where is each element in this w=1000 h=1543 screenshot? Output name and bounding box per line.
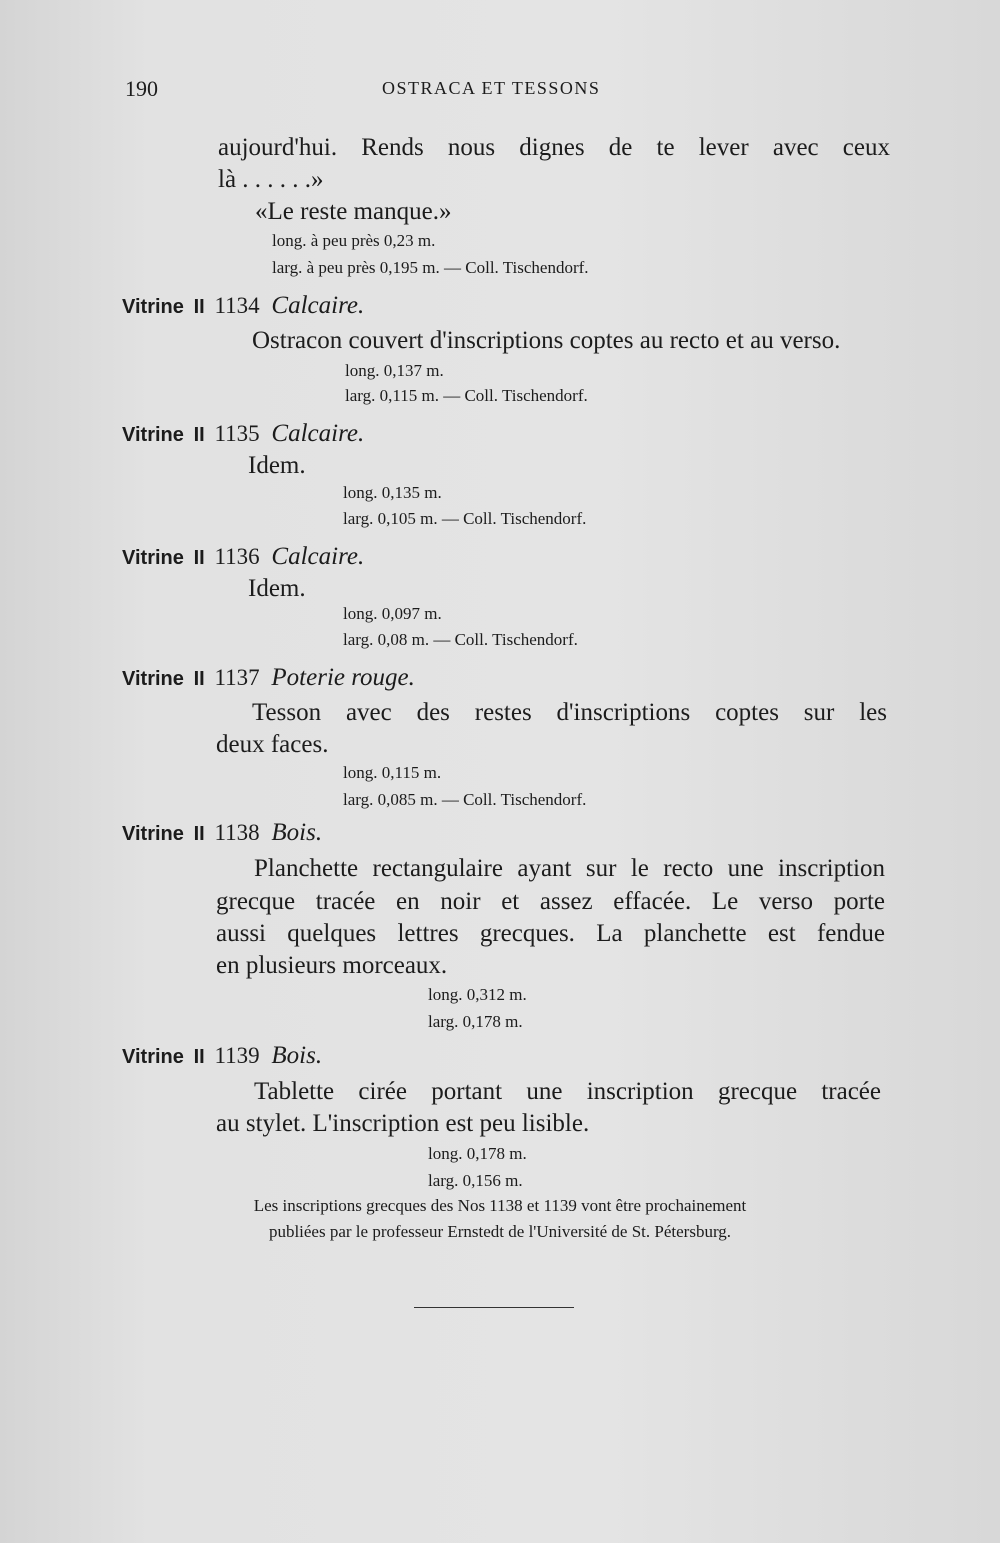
vitrine-case: II [193, 424, 205, 446]
dimension-long: long. 0,097 m. [343, 604, 442, 623]
entry-description: Ostracon couvert d'inscriptions coptes au recto et au verso. [252, 327, 841, 354]
entry-heading [122, 819, 322, 847]
dimension-long: long. 0,137 m. [345, 361, 444, 380]
material: Calcaire. [271, 292, 365, 319]
vitrine-label: Vitrine [122, 424, 184, 446]
running-head: OSTRACA ET TESSONS [382, 78, 601, 98]
entry-description: grecque tracée en noir et assez effacée. Le verso porte [216, 888, 885, 915]
material: Bois. [271, 819, 323, 846]
entry-heading [122, 292, 364, 320]
dimension-long: long. 0,135 m. [343, 483, 442, 502]
material: Poterie rouge. [271, 664, 415, 691]
entry-heading [122, 1042, 322, 1070]
dimension-larg: larg. 0,178 m. [428, 1012, 523, 1031]
vitrine-case: II [193, 1046, 205, 1068]
entry-heading [122, 420, 364, 448]
dimension-larg: larg. 0,085 m. — Coll. Tischendorf. [343, 790, 587, 809]
catalogue-number: 1137 [214, 665, 260, 690]
entry-description: Planchette rectangulaire ayant sur le recto une inscription [254, 855, 885, 882]
dimension-larg: larg. 0,105 m. — Coll. Tischendorf. [343, 509, 587, 528]
dimension-larg: larg. 0,115 m. — Coll. Tischendorf. [345, 386, 588, 405]
section-rule [414, 1307, 574, 1308]
catalogue-number: 1139 [214, 1043, 260, 1068]
page-header [0, 76, 1000, 106]
entry-description: Tablette cirée portant une inscription grecque tracée [254, 1078, 881, 1105]
vitrine-label: Vitrine [122, 668, 184, 690]
entry-description: Tesson avec des restes d'inscriptions coptes sur les [252, 699, 887, 726]
vitrine-case: II [193, 823, 205, 845]
dimension-long: long. 0,312 m. [428, 985, 527, 1004]
dimension-long: long. 0,178 m. [428, 1144, 527, 1163]
material: Bois. [271, 1042, 323, 1069]
vitrine-case: II [193, 547, 205, 569]
vitrine-case: II [193, 668, 205, 690]
entry-description: Idem. [248, 452, 306, 479]
dimension-long: long. 0,115 m. [343, 763, 442, 782]
entry-description: deux faces. [216, 731, 329, 758]
entry-description: au stylet. L'inscription est peu lisible. [216, 1110, 590, 1137]
entry-description: aussi quelques lettres grecques. La planchette est fendue [216, 920, 885, 947]
material: Calcaire. [271, 543, 365, 570]
intro-line: aujourd'hui. Rends nous dignes de te lever avec ceux [218, 134, 890, 161]
footnote-line: publiées par le professeur Ernstedt de l'Université de St. Pétersburg. [268, 1222, 732, 1241]
vitrine-label: Vitrine [122, 547, 184, 569]
dimension-larg: larg. 0,08 m. — Coll. Tischendorf. [343, 630, 578, 649]
dimension-long: long. à peu près 0,23 m. [272, 231, 436, 250]
intro-line: là . . . . . .» [218, 166, 324, 193]
catalogue-number: 1138 [214, 820, 260, 845]
vitrine-label: Vitrine [122, 296, 184, 318]
vitrine-label: Vitrine [122, 823, 184, 845]
intro-line: «Le reste manque.» [255, 198, 452, 225]
entry-description: en plusieurs morceaux. [216, 952, 448, 979]
vitrine-label: Vitrine [122, 1046, 184, 1068]
footnote-line: Les inscriptions grecques des Nos 1138 et 1139 vont être prochainement [253, 1196, 747, 1215]
vitrine-case: II [193, 296, 205, 318]
entry-heading [122, 543, 364, 571]
entry-heading [122, 664, 415, 692]
material: Calcaire. [271, 420, 365, 447]
catalogue-number: 1135 [214, 421, 260, 446]
page-number: 190 [125, 76, 158, 101]
entry-description: Idem. [248, 575, 306, 602]
catalogue-number: 1134 [214, 293, 260, 318]
dimension-larg: larg. à peu près 0,195 m. — Coll. Tischendorf. [272, 258, 589, 277]
catalogue-number: 1136 [214, 544, 260, 569]
dimension-larg: larg. 0,156 m. [428, 1171, 523, 1190]
